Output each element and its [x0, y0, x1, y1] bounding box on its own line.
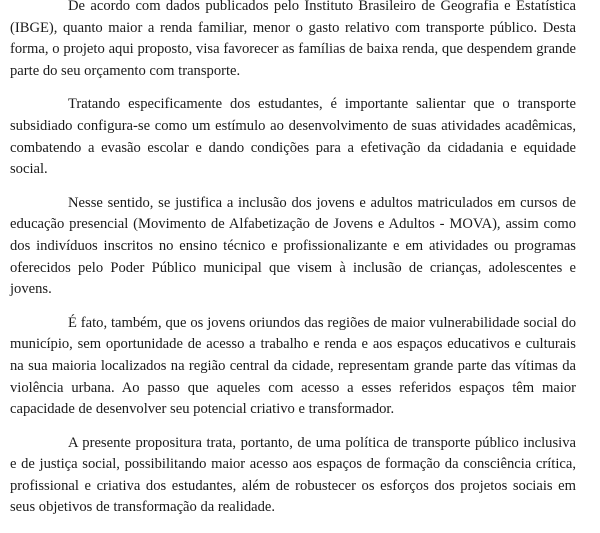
paragraph-gap	[10, 421, 576, 433]
paragraph-gap	[10, 181, 576, 193]
paragraph-ibge-income: De acordo com dados publicados pelo Instituto Brasileiro de Geografia e Estatística (IBGE), quanto maior a renda familiar, menor o gasto relativo com transporte público. Desta forma, o projeto aqui proposto, visa favorecer as famílias de baixa renda, que despendem grande parte do seu orçamento com transporte.	[10, 0, 576, 79]
paragraph-gap	[10, 82, 576, 94]
paragraph-inclusion-justification: Nesse sentido, se justifica a inclusão dos jovens e adultos matriculados em cursos de educação presencial (Movimento de Alfabetização de Jovens e Adultos - MOVA), assim como dos indivíduos inscritos no ensino técnico e profissionalizante e em atividades ou programas oferecidos pelo Poder Público municipal que visem à inclusão de crianças, adolescentes e jovens.	[10, 194, 576, 298]
paragraph-gap	[10, 301, 576, 313]
paragraph-youth-vulnerability: É fato, também, que os jovens oriundos das regiões de maior vulnerabilidade social do município, sem oportunidade de acesso a trabalho e renda e aos espaços educativos e culturais na sua maioria localizados na região central da cidade, representam grande parte das vítimas da violência urbana. Ao passo que aqueles com acesso a esses referidos espaços têm maior capacidade de desenvolver seu potencial criativo e transformador.	[10, 314, 576, 418]
document-body	[10, 0, 576, 519]
paragraph-students-transport: Tratando especificamente dos estudantes, é importante salientar que o transporte subsidiado configura-se como um estímulo ao desenvolvimento de suas atividades acadêmicas, combatendo a evasão escolar e dando condições para a efetivação da cidadania e equidade social.	[10, 96, 576, 178]
paragraph-conclusion: A presente propositura trata, portanto, de uma política de transporte público inclusiva e de justiça social, possibilitando maior acesso aos espaços de formação da consciência crítica, profissional e criativa dos estudantes, além de robustecer os esforços dos projetos sociais em seus objetivos de transformação da realidade.	[10, 434, 576, 516]
